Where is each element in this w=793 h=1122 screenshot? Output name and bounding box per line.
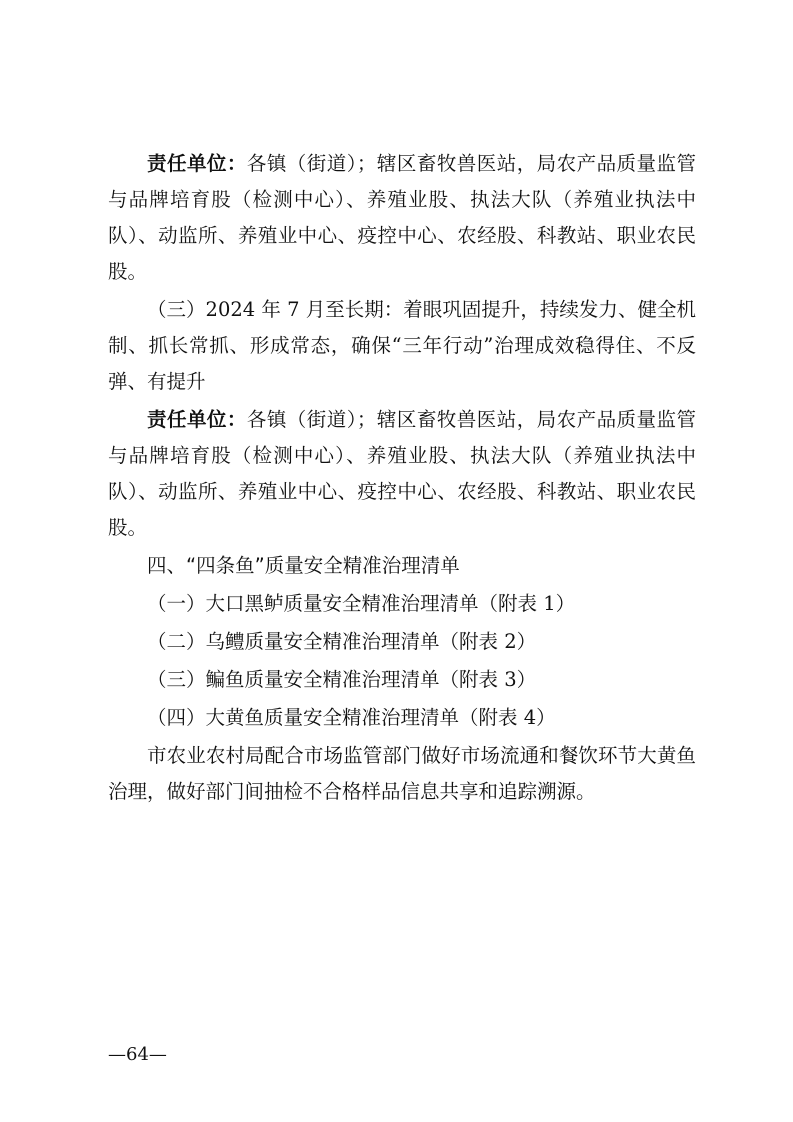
responsibility-paragraph-1 (108, 146, 696, 290)
document-body (108, 146, 696, 810)
page-number: —64— (108, 1044, 167, 1065)
responsibility-label: 责任单位： (147, 408, 247, 431)
list-item: （三）鳊鱼质量安全精准治理清单（附表 3） (147, 668, 537, 691)
list-item: （四）大黄鱼质量安全精准治理清单（附表 4） (147, 706, 556, 729)
phase-three-paragraph: （三）2024 年 7 月至长期：着眼巩固提升，持续发力、健全机制、抓长常抓、形成常态，确保“三年行动”治理成效稳得住、不反弹、有提升 (108, 298, 696, 393)
list-item: （一）大口黑鲈质量安全精准治理清单（附表 1） (147, 592, 576, 615)
responsibility-text: 各镇（街道）；辖区畜牧兽医站，局农产品质量监管与品牌培育股（检测中心）、养殖业股、执法大队（养殖业执法中队）、动监所、养殖业中心、疫控中心、农经股、科教站、职业农民股。 (108, 408, 696, 539)
closing-paragraph: 市农业农村局配合市场监管部门做好市场流通和餐饮环节大黄鱼治理，做好部门间抽检不合格样品信息共享和追踪溯源。 (108, 744, 696, 803)
section-heading: 四、“四条鱼”质量安全精准治理清单 (147, 554, 460, 577)
list-item: （二）乌鳢质量安全精准治理清单（附表 2） (147, 630, 537, 653)
responsibility-label: 责任单位： (147, 152, 247, 175)
responsibility-paragraph-2 (108, 402, 696, 546)
responsibility-text: 各镇（街道）；辖区畜牧兽医站，局农产品质量监管与品牌培育股（检测中心）、养殖业股、执法大队（养殖业执法中队）、动监所、养殖业中心、疫控中心、农经股、科教站、职业农民股。 (108, 152, 696, 283)
